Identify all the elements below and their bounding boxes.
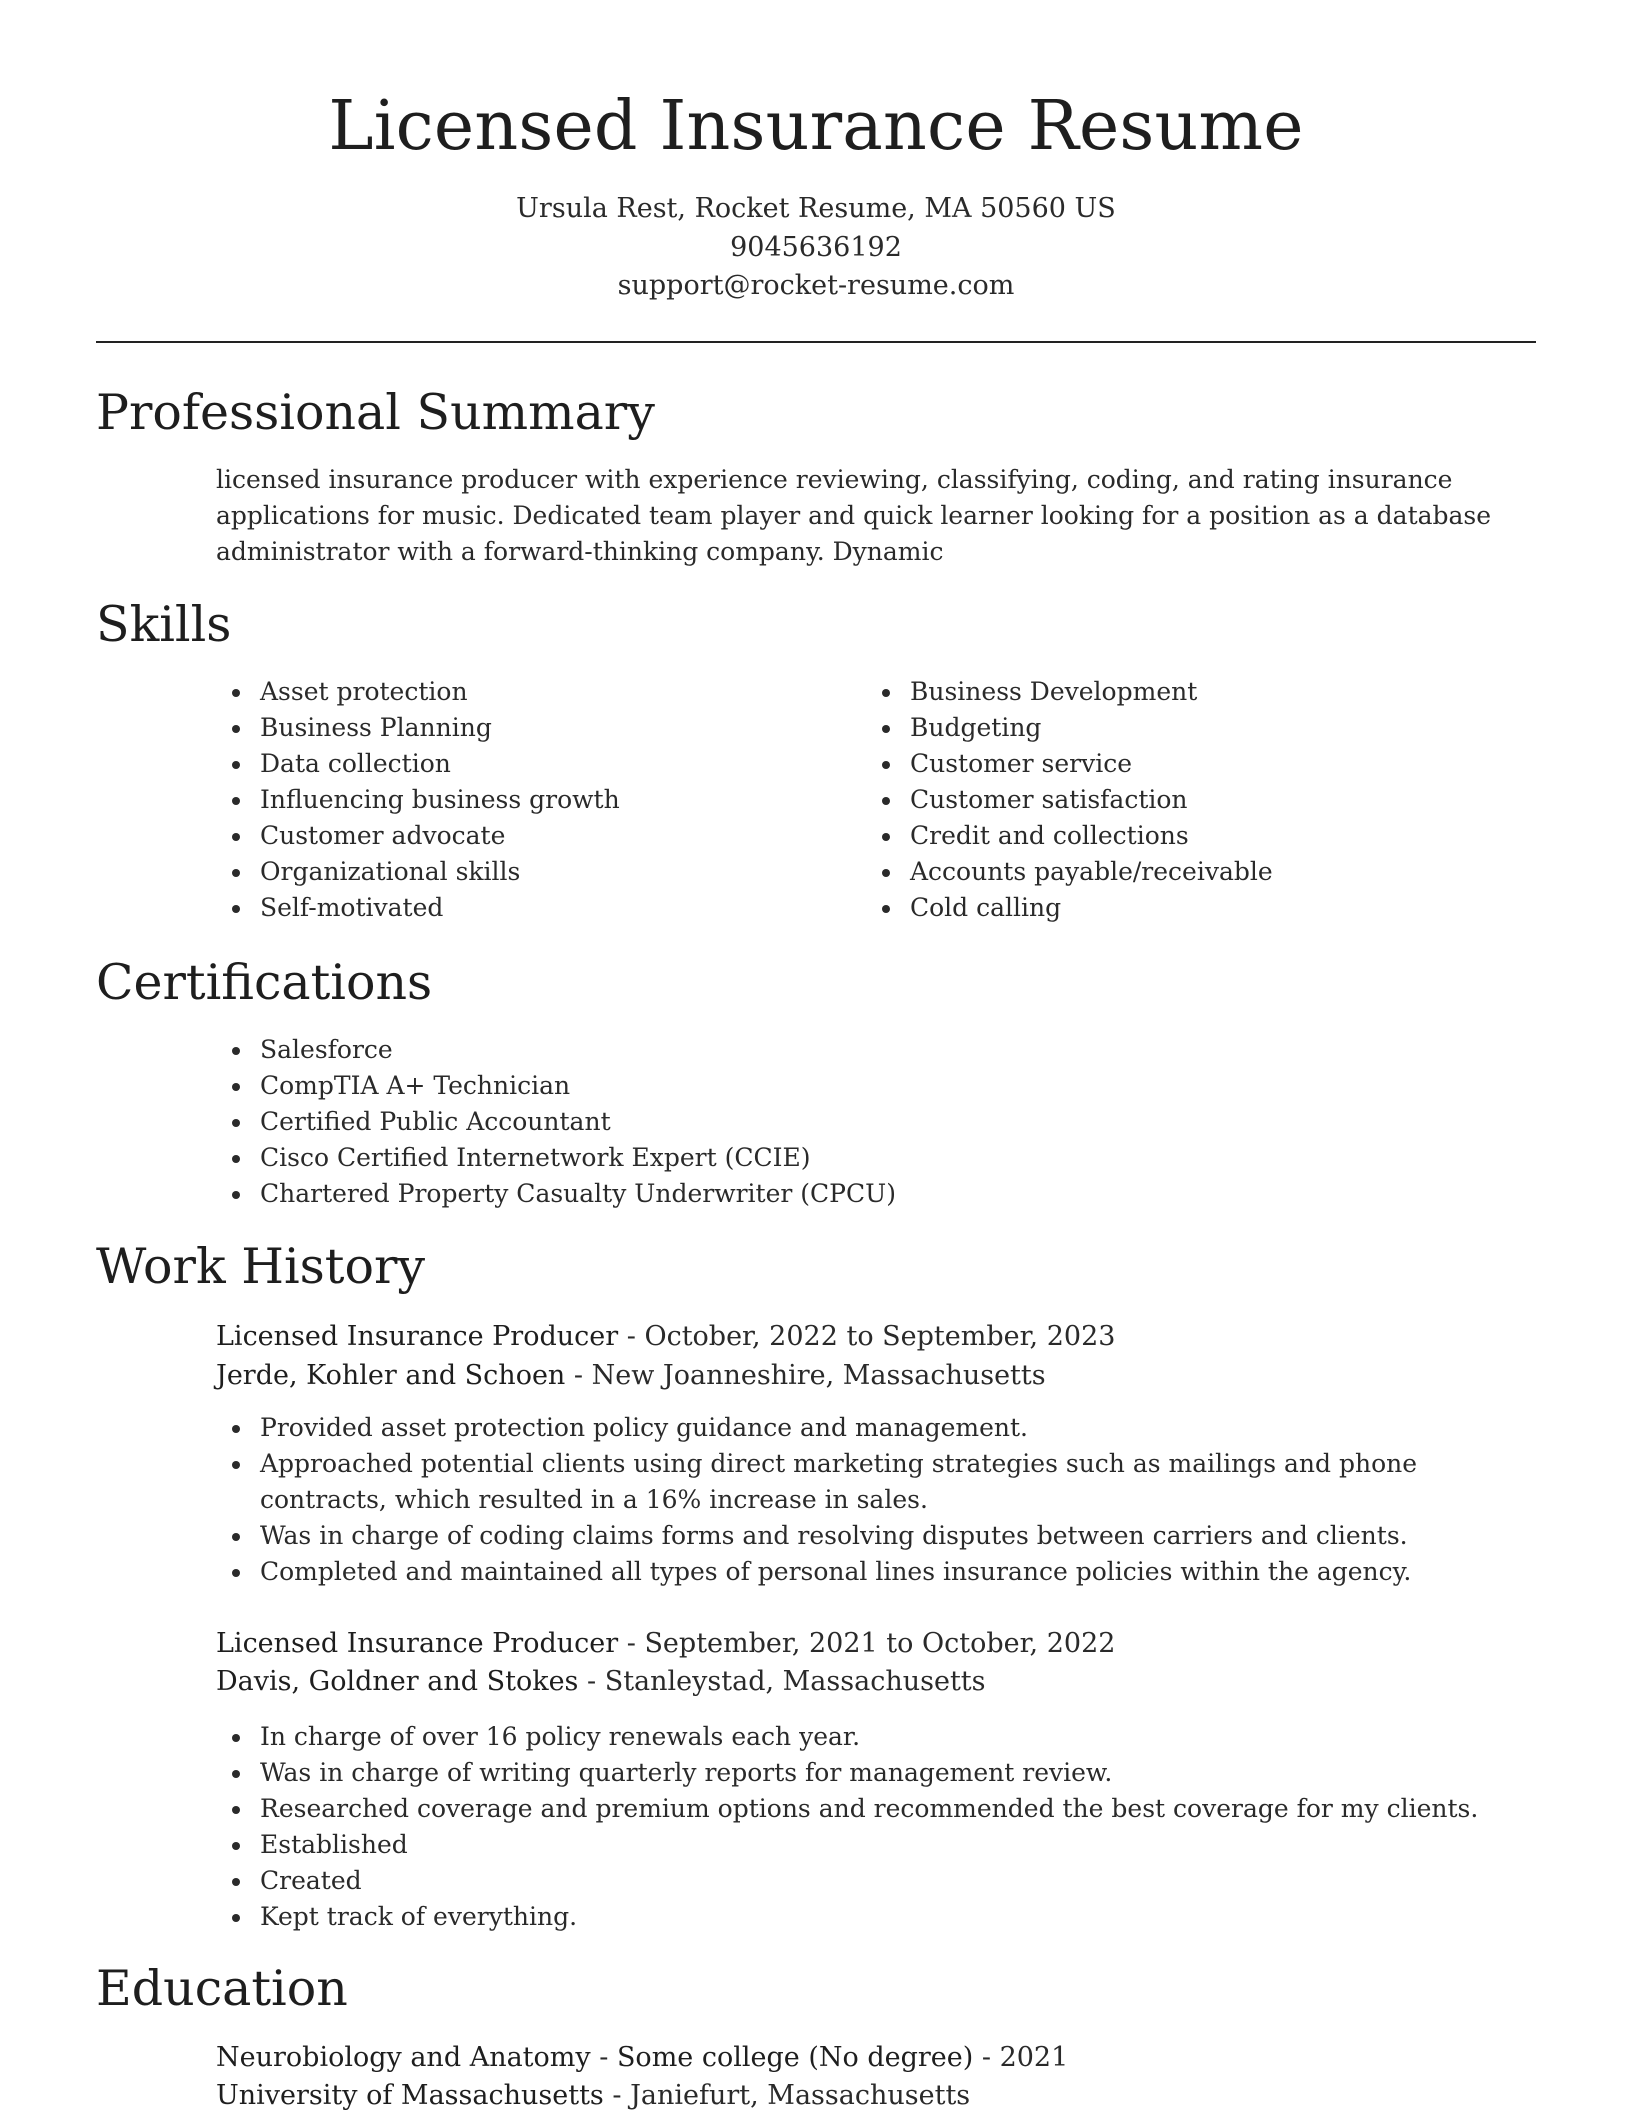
job-1-title-line [216,1318,1115,1356]
list-item: Data collection [216,746,836,782]
list-item: Approached potential clients using direct marketing strategies such as mailings and phone contracts, which resulted in a 16% increase in sales. [216,1446,1526,1518]
section-heading-skills: Skills [96,596,232,653]
list-item: Established [216,1827,1526,1863]
job-1-bullets [216,1410,1526,1590]
list-item: Provided asset protection policy guidance and management. [216,1410,1526,1446]
contact-phone: 9045636192 [730,232,902,263]
separator: - [618,1321,645,1352]
list-item: Business Planning [216,710,836,746]
list-item: Customer advocate [216,818,836,854]
job-2-company-line [216,1663,986,1701]
contact-email: support@rocket-resume.com [617,270,1015,301]
list-item: Influencing business growth [216,782,836,818]
section-heading-summary: Professional Summary [96,384,655,441]
job-1-company-line [216,1357,1046,1395]
job-2-title-line [216,1625,1115,1663]
section-heading-work-history: Work History [96,1238,426,1295]
list-item: Customer satisfaction [866,782,1506,818]
separator: - [618,1628,645,1659]
education-degree-line [216,2039,1068,2077]
resume-title: Licensed Insurance Resume [328,87,1304,166]
list-item: Customer service [866,746,1506,782]
list-item: Credit and collections [866,818,1506,854]
list-item: Researched coverage and premium options and recommended the best coverage for my clients. [216,1791,1526,1827]
separator: - [565,1360,592,1391]
list-item: Created [216,1863,1526,1899]
list-item: Accounts payable/receivable [866,854,1506,890]
list-item: Budgeting [866,710,1506,746]
list-item: Self-motivated [216,890,836,926]
list-item: Cisco Certified Internetwork Expert (CCIE) [216,1140,1516,1176]
list-item: Certified Public Accountant [216,1104,1516,1140]
separator: - [603,2080,631,2111]
list-item: Cold calling [866,890,1506,926]
separator: - [590,2042,617,2073]
section-heading-education: Education [96,1960,348,2017]
section-heading-certifications: Certifications [96,954,433,1011]
job-title: Licensed Insurance Producer [216,1628,619,1659]
education-school-line [216,2077,970,2112]
list-item: In charge of over 16 policy renewals each year. [216,1719,1526,1755]
education-level: Some college (No degree) [616,2042,974,2073]
list-item: Kept track of everything. [216,1899,1526,1935]
list-item: Salesforce [216,1032,1516,1068]
list-item: Chartered Property Casualty Underwriter (CPCU) [216,1176,1516,1212]
job-2-bullets [216,1719,1526,1935]
contact-address: Ursula Rest, Rocket Resume, MA 50560 US [516,193,1116,224]
skills-list-left [216,674,836,926]
list-item: Organizational skills [216,854,836,890]
list-item: Asset protection [216,674,836,710]
education-school: University of Massachusetts [216,2080,604,2111]
list-item: Completed and maintained all types of personal lines insurance policies within the agency. [216,1554,1526,1590]
job-company: Davis, Goldner and Stokes [216,1666,579,1697]
job-dates: October, 2022 to September, 2023 [644,1321,1116,1352]
job-title: Licensed Insurance Producer [216,1321,619,1352]
separator: - [973,2042,1000,2073]
list-item: Business Development [866,674,1506,710]
certifications-list [216,1032,1516,1212]
skills-list-right [866,674,1506,926]
separator: - [578,1666,605,1697]
list-item: Was in charge of writing quarterly reports for management review. [216,1755,1526,1791]
list-item: CompTIA A+ Technician [216,1068,1516,1104]
education-location: Janiefurt, Massachusetts [630,2080,971,2111]
header-divider [96,341,1536,343]
education-degree: Neurobiology and Anatomy [216,2042,591,2073]
job-dates: September, 2021 to October, 2022 [644,1628,1116,1659]
job-location: New Joanneshire, Massachusetts [591,1360,1046,1391]
job-location: Stanleystad, Massachusetts [604,1666,986,1697]
list-item: Was in charge of coding claims forms and resolving disputes between carriers and clients. [216,1518,1526,1554]
education-year: 2021 [999,2042,1069,2073]
job-company: Jerde, Kohler and Schoen [216,1360,566,1391]
summary-text: licensed insurance producer with experience reviewing, classifying, coding, and rating insurance applications for music. Dedicated team player and quick learner looking for a position as a database administrator with a forward-thinking company. Dynamic [216,465,1492,566]
